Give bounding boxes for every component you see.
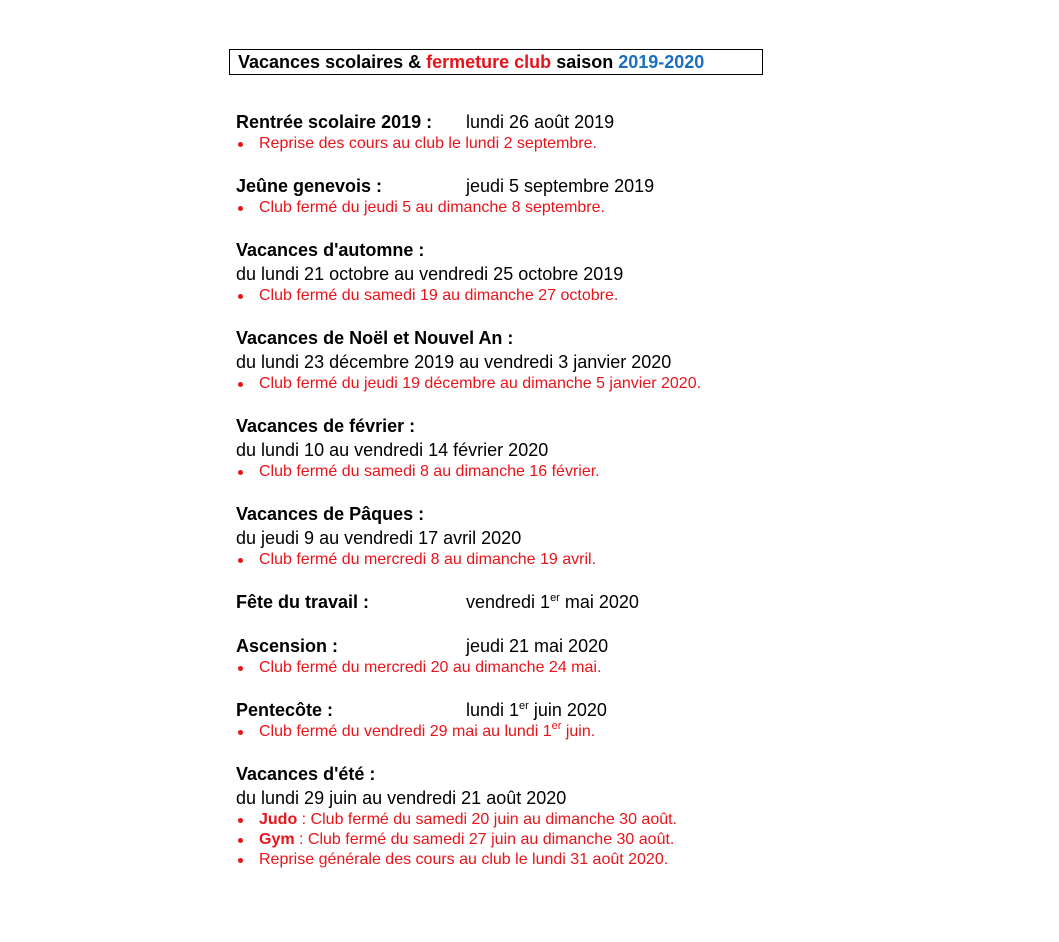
closure-note: Club fermé du jeudi 5 au dimanche 8 septembre.	[236, 198, 1016, 218]
section-heading: Jeûne genevois :	[236, 176, 383, 196]
section-date: du lundi 21 octobre au vendredi 25 octobre 2019	[236, 264, 624, 284]
section-date: du lundi 23 décembre 2019 au vendredi 3 janvier 2020	[236, 352, 672, 372]
section-date: lundi 26 août 2019	[466, 112, 615, 132]
closure-note-judo	[236, 810, 1016, 830]
closure-note: Club fermé du jeudi 19 décembre au dimanche 5 janvier 2020.	[236, 374, 1016, 394]
section-heading: Vacances de février :	[236, 416, 416, 436]
section-rentree	[236, 110, 1016, 154]
judo-label: Judo	[259, 811, 298, 828]
title-part-2: fermeture club	[426, 52, 552, 72]
date-superscript: er	[519, 700, 529, 712]
note-text: Club fermé du vendredi 29 mai au lundi 1	[259, 723, 552, 740]
date-text: juin 2020	[528, 700, 607, 720]
closure-note: Club fermé du mercredi 20 au dimanche 24 mai.	[236, 658, 1016, 678]
section-heading: Rentrée scolaire 2019 :	[236, 112, 433, 132]
closure-note-gym	[236, 830, 1016, 850]
section-ascension	[236, 634, 1016, 678]
section-date: du jeudi 9 au vendredi 17 avril 2020	[236, 528, 522, 548]
section-fevrier	[236, 414, 1016, 482]
section-date	[466, 590, 639, 614]
section-heading: Pentecôte :	[236, 700, 334, 720]
section-date: du lundi 29 juin au vendredi 21 août 2020	[236, 788, 567, 808]
note-text: : Club fermé du samedi 20 juin au dimanche 30 août.	[297, 811, 677, 828]
reprise-note: Reprise générale des cours au club le lundi 31 août 2020.	[236, 850, 1016, 870]
section-heading: Vacances d'automne :	[236, 240, 425, 260]
section-heading: Vacances d'été :	[236, 764, 376, 784]
section-jeune-genevois	[236, 174, 1016, 218]
title-part-3: saison	[551, 52, 619, 72]
note-text: : Club fermé du samedi 27 juin au dimanche 30 août.	[294, 831, 675, 848]
title-part-4: 2019-2020	[618, 52, 705, 72]
section-date: du lundi 10 au vendredi 14 février 2020	[236, 440, 549, 460]
section-heading: Vacances de Pâques :	[236, 504, 425, 524]
section-noel	[236, 326, 1016, 394]
date-text: lundi 1	[466, 700, 520, 720]
note-superscript: er	[551, 720, 562, 732]
note-text: juin.	[561, 723, 596, 740]
section-heading: Vacances de Noël et Nouvel An :	[236, 328, 514, 348]
section-paques	[236, 502, 1016, 570]
section-ete	[236, 762, 1016, 870]
closure-note: Club fermé du samedi 8 au dimanche 16 février.	[236, 462, 1016, 482]
page-title	[229, 49, 763, 75]
section-date: jeudi 21 mai 2020	[466, 636, 609, 656]
closure-note: Club fermé du mercredi 8 au dimanche 19 avril.	[236, 550, 1016, 570]
gym-label: Gym	[259, 831, 295, 848]
section-automne	[236, 238, 1016, 306]
section-pentecote	[236, 698, 1016, 742]
section-date: jeudi 5 septembre 2019	[466, 176, 655, 196]
section-heading: Fête du travail :	[236, 592, 370, 612]
section-heading: Ascension :	[236, 636, 339, 656]
date-superscript: er	[550, 592, 560, 604]
schedule-list	[236, 110, 1016, 890]
date-text: vendredi 1	[466, 592, 551, 612]
title-part-1: Vacances scolaires &	[238, 52, 427, 72]
section-fete-du-travail	[236, 590, 1016, 614]
closure-note: Reprise des cours au club le lundi 2 septembre.	[236, 134, 1016, 154]
section-date	[466, 698, 607, 722]
date-text: mai 2020	[559, 592, 639, 612]
closure-note: Club fermé du samedi 19 au dimanche 27 octobre.	[236, 286, 1016, 306]
closure-note	[236, 722, 1016, 742]
